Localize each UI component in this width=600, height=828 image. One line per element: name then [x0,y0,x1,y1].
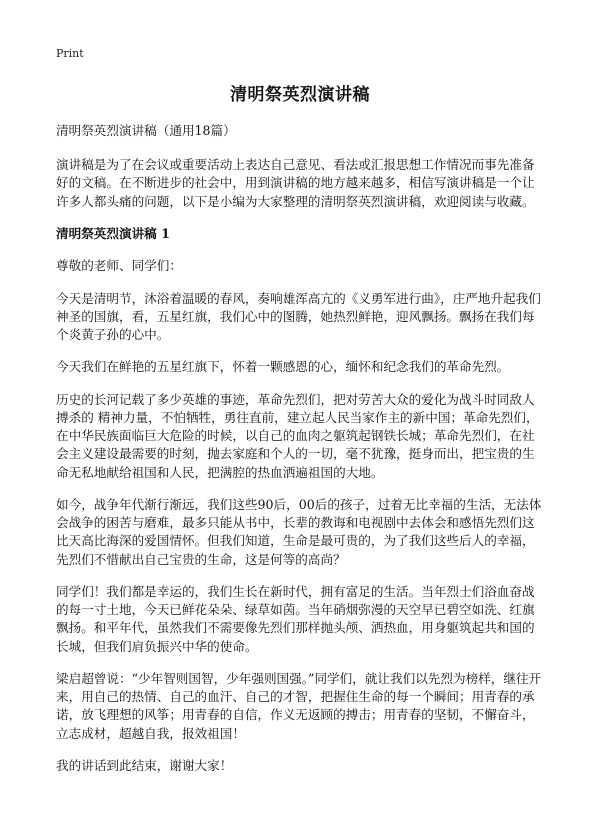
body-paragraph: 今天我们在鲜艳的五星红旗下，怀着一颗感恩的心，缅怀和纪念我们的革命先烈。 [56,359,510,375]
salutation: 尊敬的老师、同学们： [56,258,182,274]
body-paragraph: 今天是清明节，沐浴着温暖的春风，奏响雄浑高亢的《义勇军进行曲》，庄严地升起我们神圣的国旗，看，五星红旗，我们心中的图腾，她热烈鲜艳，迎风飘扬。飘扬在我们每个炎黄子孙的心中。 [56,290,541,342]
body-paragraph: 梁启超曾说：“少年智则国智，少年强则国强。”同学们，就让我们以先烈为榜样，继往开来，用自己的热情、自己的血汗、自己的才智，把握住生命的每一个瞬间；用青春的承诺，放飞理想的风筝；用青春的自信，作义无返顾的搏击；用青春的坚韧，不懈奋斗，立志成材，超越自我，报效祖国！ [56,670,542,741]
document-body [56,122,546,789]
intro-paragraph: 演讲稿是为了在会议或重要活动上表达自己意见、看法或汇报思想工作情况而事先准备好的文稿。在不断进步的社会中，用到演讲稿的地方越来越多，相信写演讲稿是一个让许多人都头痛的问题，以下是小编为大家整理的清明祭英烈演讲稿，欢迎阅读与收藏。 [56,157,535,209]
print-label[interactable]: Print [56,47,84,60]
document-title: 清明祭英烈演讲稿 [230,85,370,105]
body-paragraph: 如今，战争年代渐行渐远，我们这些90后，00后的孩子，过着无比幸福的生活，无法体会战争的困苦与磨难，最多只能从书中，长辈的教诲和电视剧中去体会和感悟先烈们这比天高比海深的爱国情怀。但我们知道，生命是最可贵的，为了我们这些后人的幸福，先烈们不惜献出自己宝贵的生命，这是何等的高尚？ [56,496,542,567]
body-paragraph: 同学们！我们都是幸运的，我们生长在新时代，拥有富足的生活。当年烈士们浴血奋战的每一寸土地，今天已鲜花朵朵、绿草如茵。当年硝烟弥漫的天空早已碧空如洗、红旗飘扬。和平年代，虽然我们不需要像先烈们那样抛头颅、洒热血，用身躯筑起共和国的长城，但我们肩负振兴中华的使命。 [56,583,535,654]
closing-paragraph: 我的讲话到此结束，谢谢大家！ [56,757,233,773]
document-subtitle: 清明祭英烈演讲稿（通用18篇） [56,123,236,138]
body-paragraph: 历史的长河记载了多少英雄的事迹，革命先烈们，把对劳苦大众的爱化为战斗时同敌人搏杀的 精神力量，不怕牺牲，勇往直前，建立起人民当家作主的新中国；革命先烈们，在中华民族面临巨大危险的时候，以自己的血肉之躯筑起钢铁长城；革命先烈们，在社会主义建设最需要的时刻，抛去家庭和个人的一切，毫不犹豫，挺身而出，把宝贵的生命无私地献给祖国和人民，把满腔的热血洒遍祖国的大地。 [56,391,539,480]
section-heading: 清明祭英烈演讲稿 1 [56,226,170,241]
